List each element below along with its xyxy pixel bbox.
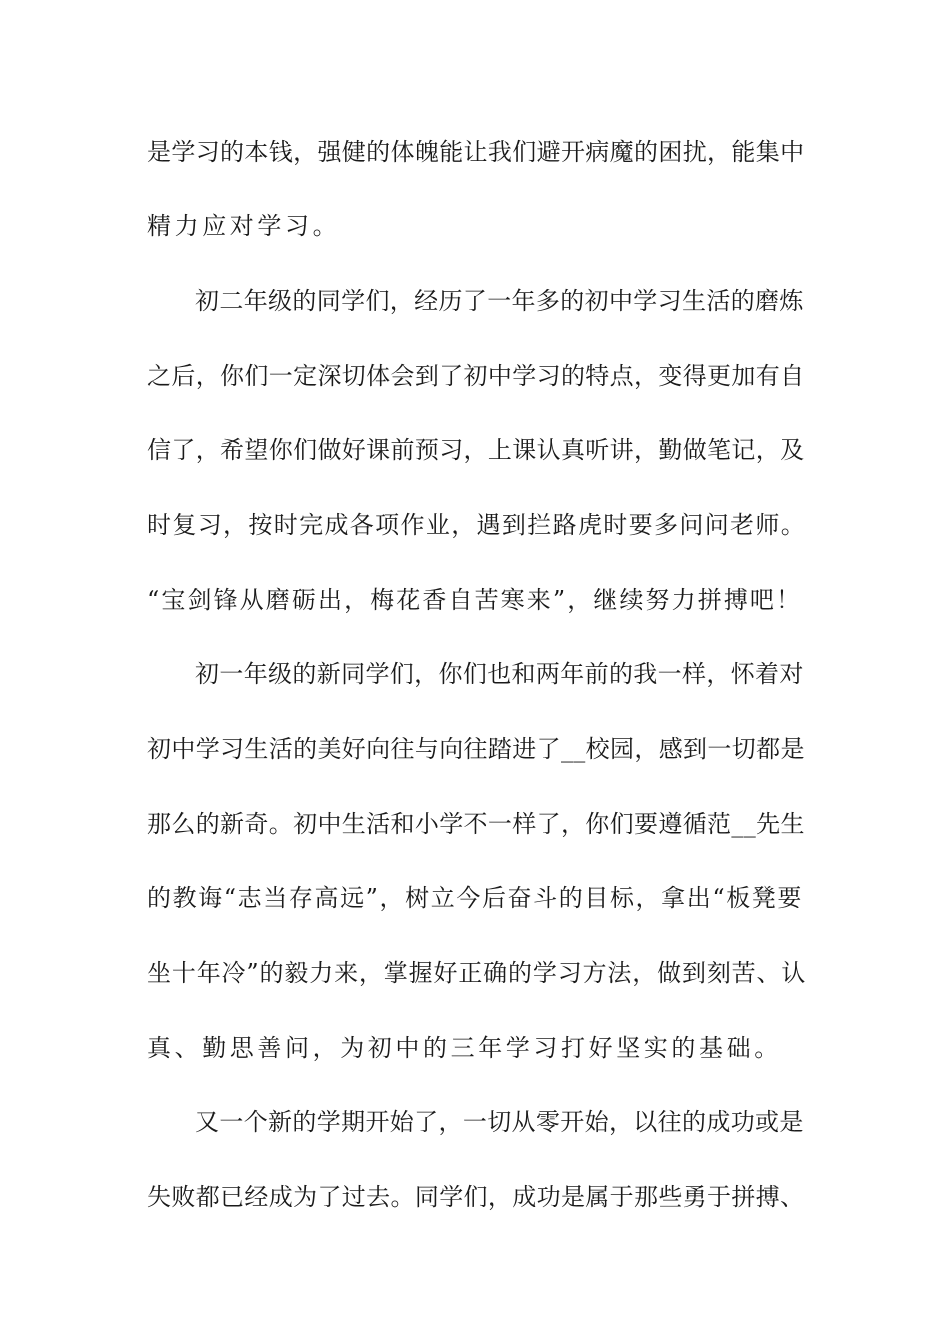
- text-line: 坐十年冷”的毅力来，掌握好正确的学习方法，做到刻苦、认: [147, 959, 807, 987]
- text-line: 是学习的本钱，强健的体魄能让我们避开病魔的困扰，能集中: [147, 138, 805, 166]
- text-line: 那么的新奇。初中生活和小学不一样了，你们要遵循范__先生: [147, 810, 805, 838]
- text-line: 时复习，按时完成各项作业，遇到拦路虎时要多问问老师。: [147, 511, 807, 539]
- text-line: 信了，希望你们做好课前预习，上课认真听讲，勤做笔记，及: [147, 436, 805, 464]
- paragraph-start-line: 初一年级的新同学们，你们也和两年前的我一样，怀着对: [195, 660, 804, 688]
- paragraph-start-line: 又一个新的学期开始了，一切从零开始，以往的成功或是: [195, 1108, 804, 1136]
- text-line: 初中学习生活的美好向往与向往踏进了__校园，感到一切都是: [147, 735, 805, 763]
- text-line: 精力应对学习。: [147, 212, 341, 240]
- text-line: 之后，你们一定深切体会到了初中学习的特点，变得更加有自: [147, 362, 805, 390]
- paragraph-start-line: 初二年级的同学们，经历了一年多的初中学习生活的磨炼: [195, 287, 804, 315]
- text-line: 失败都已经成为了过去。同学们，成功是属于那些勇于拼搏、: [147, 1183, 805, 1211]
- text-line: 真、勤思善问，为初中的三年学习打好坚实的基础。: [147, 1034, 782, 1062]
- text-line: “宝剑锋从磨砺出，梅花香自苦寒来”，继续努力拼搏吧！: [147, 586, 803, 614]
- text-line: 的教诲“志当存高远”，树立今后奋斗的目标，拿出“板凳要: [147, 884, 804, 912]
